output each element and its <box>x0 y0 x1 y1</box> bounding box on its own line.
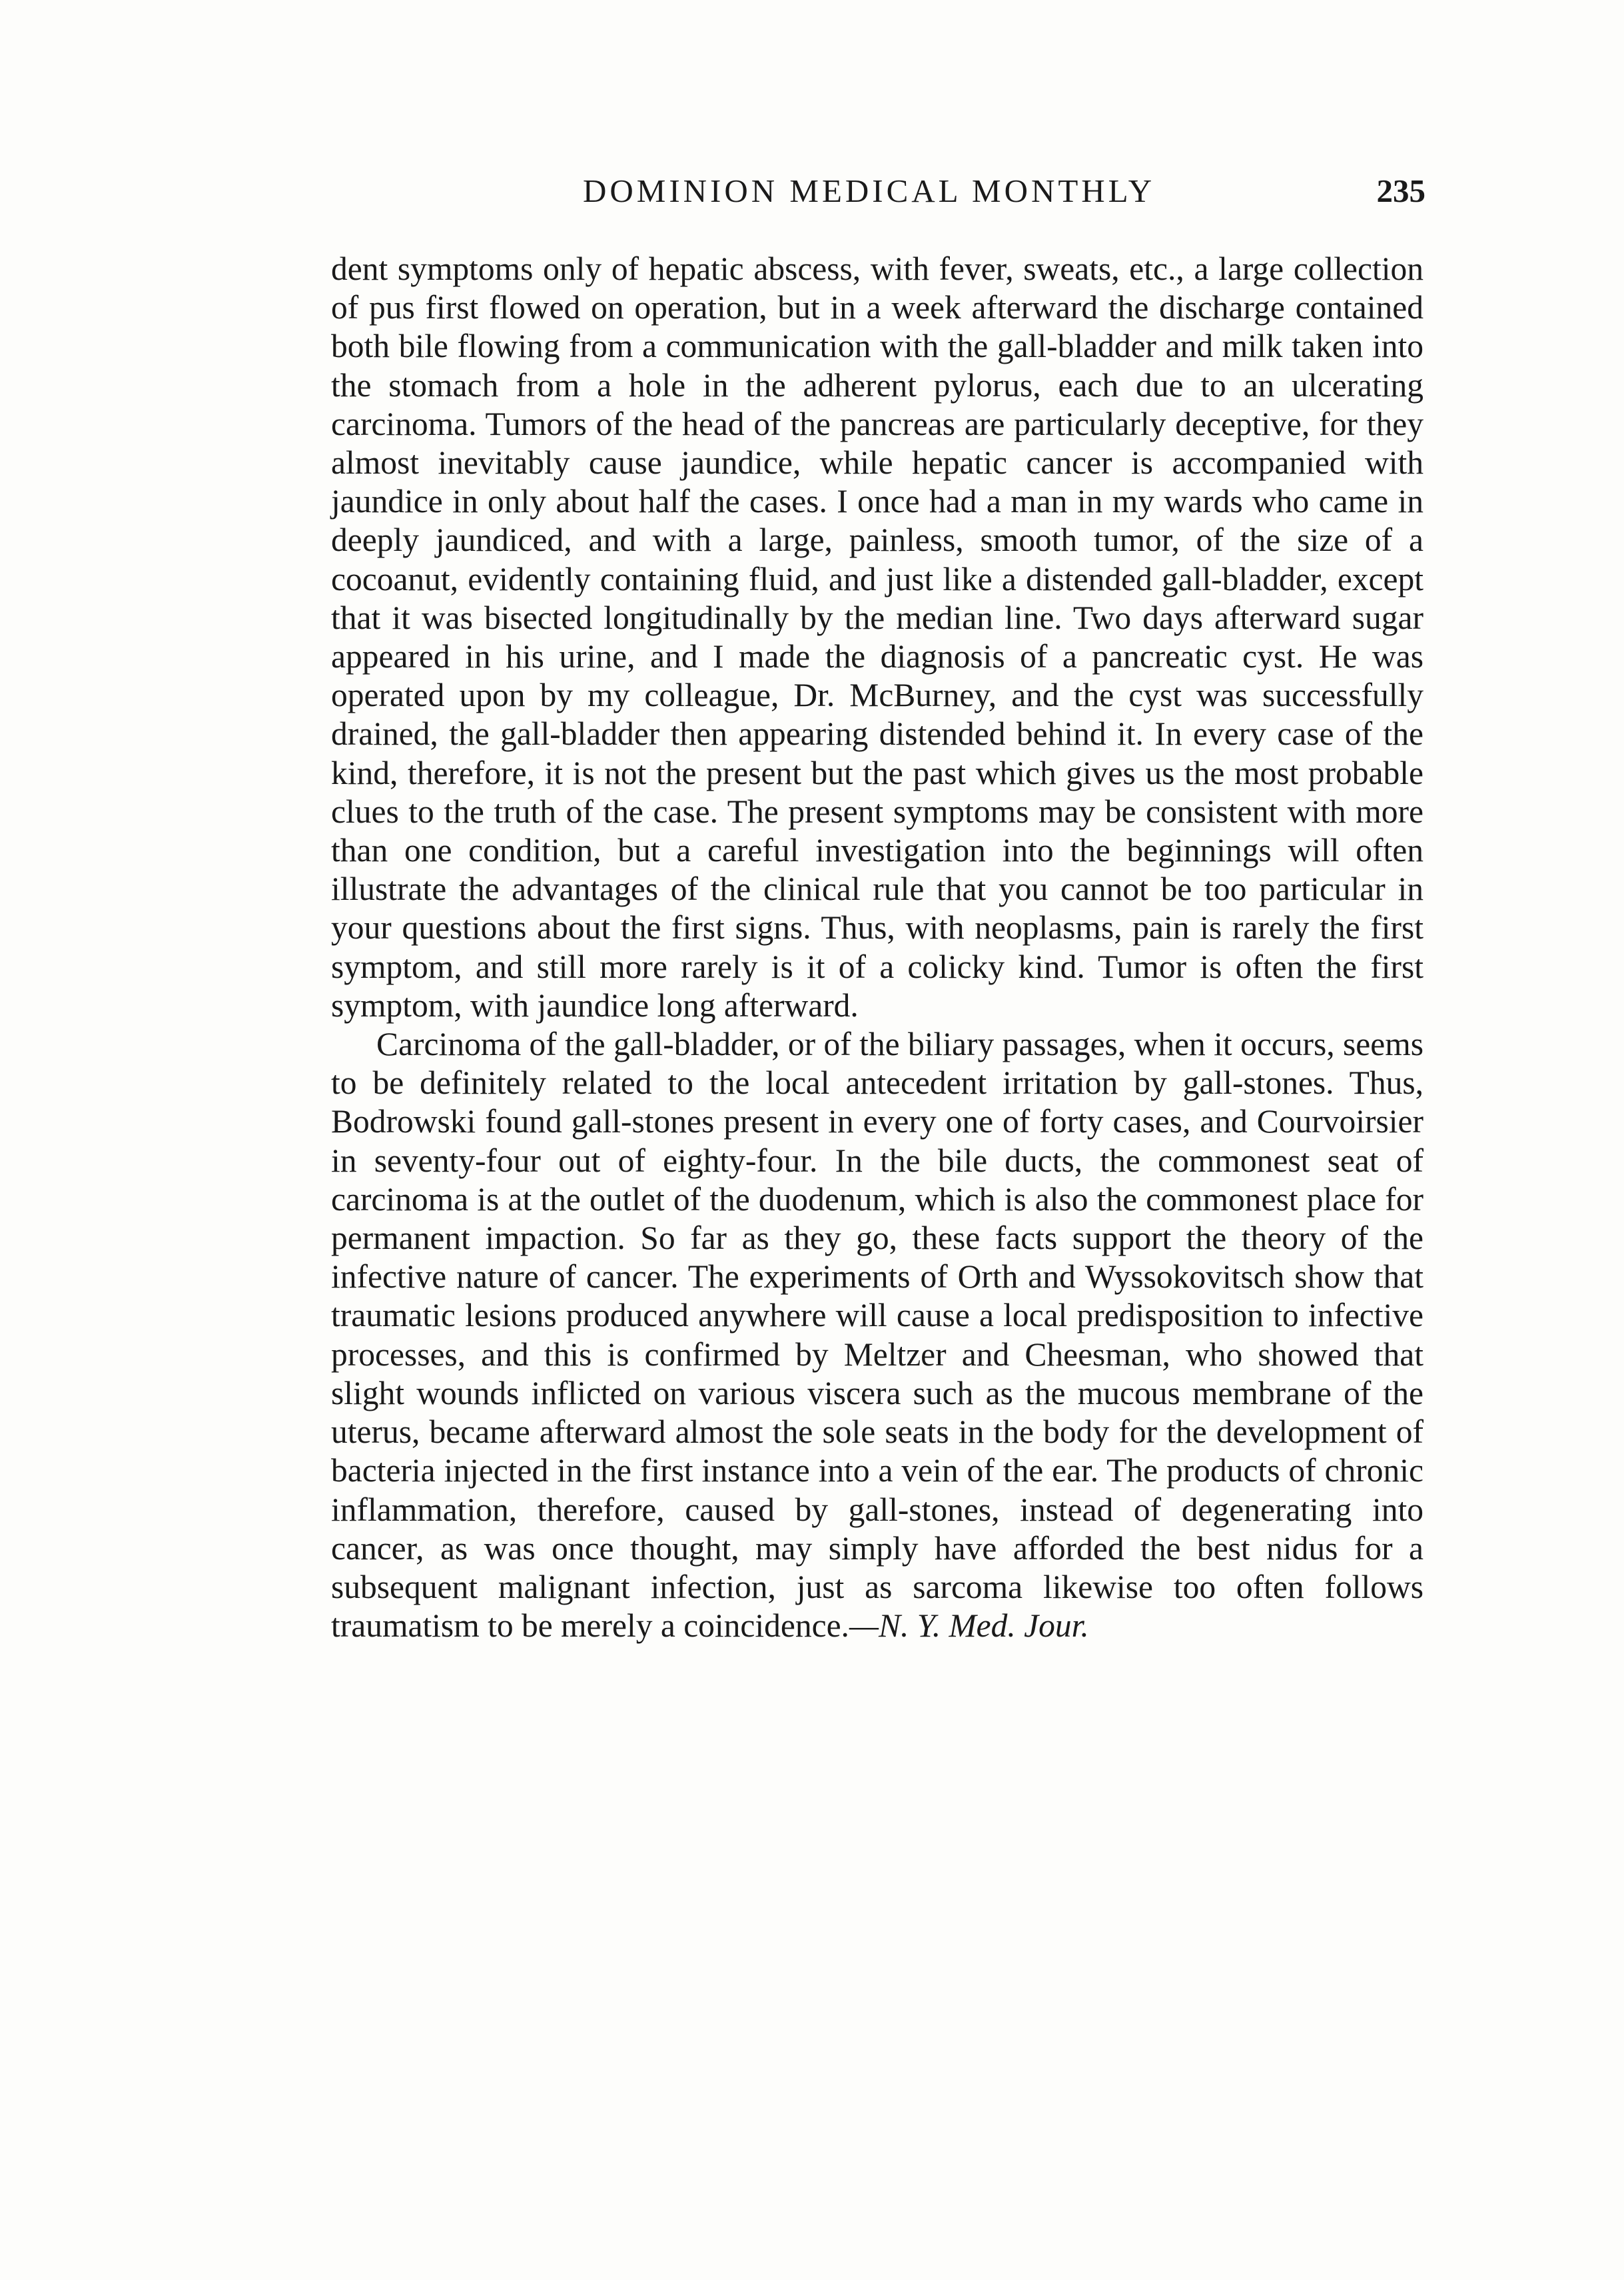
paragraph-carcinoma-text: Carcinoma of the gall-bladder, or of the biliary passages, when it occurs, seems to be definitely related to the local antecedent irritation by gall-stones. Thus, Bodrowski found gall-stones present in every one of forty cases, and Courvoirsier in seventy-four out of eighty-four. In the bile ducts, the commonest seat of carcinoma is at the outlet of the duodenum, which is also the commonest place for permanent impaction. So far as they go, these facts support the theory of the infective nature of cancer. The experiments of Orth and Wyssokovitsch show that traumatic lesions produced anywhere will cause a local predisposition to infective processes, and this is confirmed by Meltzer and Cheesman, who showed that slight wounds inflicted on various viscera such as the mucous membrane of the uterus, became afterward almost the sole seats in the body for the development of bacteria injected in the first instance into a vein of the ear. The products of chronic inflammation, therefore, caused by gall-stones, instead of degenerating into cancer, as was once thought, may simply have afforded the best nidus for a subsequent malignant infection, just as sarcoma likewise too often follows traumatism to be merely a coincidence. <box>331 1026 1423 1645</box>
source-citation: —N. Y. Med. Jour. <box>849 1607 1089 1645</box>
journal-title: DOMINION MEDICAL MONTHLY <box>583 173 1156 209</box>
paragraph-carcinoma <box>331 1025 1423 1645</box>
paragraph-continued: dent symptoms only of hepatic abscess, with fever, sweats, etc., a large collection of pus first flowed on operation, but in a week afterward the discharge contained both bile flowing from a communication with the gall-bladder and milk taken into the stomach from a hole in the adherent pylorus, each due to an ulcerating carcinoma. Tumors of the head of the pancreas are particularly deceptive, for they almost inevitably cause jaundice, while hepatic cancer is accompanied with jaundice in only about half the cases. I once had a man in my wards who came in deeply jaundiced, and with a large, painless, smooth tumor, of the size of a cocoanut, evidently containing fluid, and just like a distended gall-bladder, except that it was bisected longitudinally by the median line. Two days afterward sugar appeared in his urine, and I made the diagnosis of a pancreatic cyst. He was operated upon by my colleague, Dr. McBurney, and the cyst was successfully drained, the gall-bladder then appearing distended behind it. In every case of the kind, therefore, it is not the present but the past which gives us the most probable clues to the truth of the case. The present symptoms may be consistent with more than one condition, but a careful investigation into the beginnings will often illustrate the advantages of the clinical rule that you cannot be too particular in your questions about the first signs. Thus, with neoplasms, pain is rarely the first symptom, and still more rarely is it of a colicky kind. Tumor is often the first symptom, with jaundice long afterward. <box>331 250 1423 1024</box>
page-number: 235 <box>1376 173 1425 209</box>
running-header <box>333 172 1425 218</box>
body-text <box>331 250 1423 1645</box>
